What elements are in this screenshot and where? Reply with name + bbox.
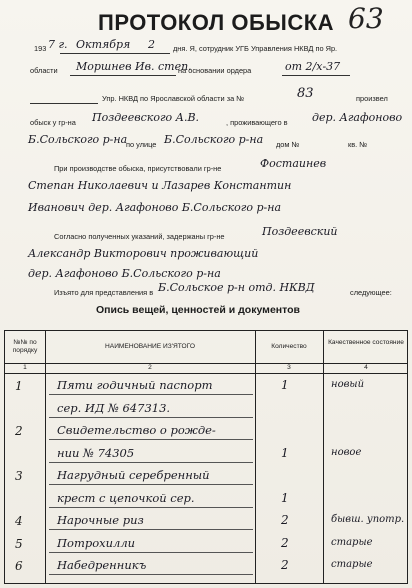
order-rule: [282, 75, 350, 76]
item-state: старые: [331, 559, 373, 570]
order-text: на основании ордера: [178, 66, 252, 75]
dept-rule: [30, 103, 98, 104]
witnesses-handwritten-line1: Степан Николаевич и Лазарев Константин: [28, 179, 292, 192]
item-quantity: 1: [281, 378, 289, 392]
col-number-3: 3: [287, 364, 291, 371]
item-underline: [49, 574, 253, 575]
residing-text: , проживающего в: [226, 118, 288, 127]
detained-handwritten-line1: Александр Викторович проживающий: [28, 247, 259, 260]
item-name: Свидетельство о рожде-: [57, 423, 216, 437]
following-text: следующее:: [350, 288, 392, 297]
item-name: сер. ИД № 647313.: [57, 400, 171, 415]
item-quantity: 2: [281, 558, 289, 572]
col-divider: [45, 331, 46, 583]
header-quantity: Количество: [271, 343, 307, 350]
header-state: Качественное состояние: [328, 339, 404, 346]
item-name: Набедренникъ: [57, 558, 147, 572]
col-number-4: 4: [364, 364, 368, 371]
item-name: нии № 74305: [57, 445, 135, 460]
order-number-handwritten: 83: [297, 86, 314, 101]
item-underline: [49, 507, 253, 508]
officer-rule: [70, 75, 176, 76]
item-name: крест с цепочкой сер.: [57, 490, 195, 505]
item-underline: [49, 417, 253, 418]
item-state: бывш. употр.: [331, 514, 405, 525]
item-state: старые: [331, 536, 373, 548]
row-number: 4: [15, 514, 23, 528]
item-quantity: 1: [281, 445, 289, 460]
subject-name-handwritten: Поздеевского А.В.: [92, 111, 200, 124]
column-number-divider: [5, 373, 407, 374]
street-handwritten: Б.Сольского р-на: [164, 133, 264, 146]
item-state: новый: [331, 379, 365, 390]
item-state: новое: [331, 446, 362, 458]
date-day-handwritten: 2: [148, 38, 155, 51]
witnesses-handwritten-line2: Иванович дер. Агафоново Б.Сольского р-на: [28, 201, 282, 214]
header-number: №№ по порядку: [12, 339, 38, 354]
col-number-2: 2: [148, 364, 152, 371]
row-number: 5: [15, 536, 23, 551]
item-underline: [49, 552, 253, 553]
street-text: по улице: [126, 140, 157, 149]
item-underline: [49, 484, 253, 485]
inventory-table: [4, 330, 408, 584]
region-prefix: области: [30, 66, 58, 75]
search-subject-prefix: обыск у гр-на: [30, 118, 76, 127]
item-underline: [49, 439, 253, 440]
district-handwritten: Б.Сольского р-на: [28, 133, 128, 146]
detained-text: Согласно полученных указаний, задержаны гр-не: [54, 232, 225, 241]
row-number: 2: [15, 424, 23, 438]
header-name: НАИМЕНОВАНИЕ ИЗ'ЯТОГО: [105, 343, 195, 350]
date-line-text: дня. Я, сотрудник УГБ Управления НКВД по Яр.: [173, 44, 338, 53]
page-title: ПРОТОКОЛ ОБЫСКА: [98, 10, 335, 35]
item-name: Нагрудный серебренный: [57, 468, 210, 482]
col-number-1: 1: [23, 364, 27, 371]
detained-handwritten-line2: дер. Агафоново Б.Сольского р-на: [28, 267, 221, 280]
detained-surname-handwritten: Поздеевский: [262, 225, 338, 238]
apartment-label: кв. №: [348, 140, 368, 149]
date-month-handwritten: Октября: [76, 38, 131, 51]
item-name: Нарочные риз: [57, 513, 144, 527]
produced-text: произвел: [356, 94, 388, 103]
officer-name-handwritten: Моршнев Ив. степ.: [76, 60, 192, 73]
row-number: 1: [15, 379, 23, 393]
row-number: 3: [15, 469, 23, 483]
row-number: 6: [15, 559, 23, 573]
item-name: Пяти годичный паспорт: [57, 378, 213, 392]
seized-for-handwritten: Б.Сольское р-н отд. НКВД: [158, 281, 315, 294]
inventory-title: Опись вещей, ценностей и документов: [96, 304, 300, 316]
witnesses-text: При производстве обыска, присутствовали гр-не: [54, 164, 222, 173]
date-rule: [60, 53, 170, 54]
col-divider: [255, 331, 256, 583]
house-number-label: дом №: [276, 140, 300, 149]
witness-surname-handwritten: Фостаинев: [260, 157, 327, 170]
item-underline: [49, 462, 253, 463]
date-year-handwritten: 7 г.: [48, 38, 68, 51]
item-quantity: 2: [281, 513, 289, 527]
item-quantity: 1: [281, 490, 289, 505]
item-underline: [49, 394, 253, 395]
residence-handwritten: дер. Агафоново: [312, 111, 403, 124]
department-text: Упр. НКВД по Ярославской области за №: [102, 94, 245, 103]
seized-for-text: Изъято для представления в: [54, 288, 154, 297]
item-underline: [49, 529, 253, 530]
item-quantity: 2: [281, 535, 289, 550]
date-year-prefix: 193: [34, 44, 47, 53]
col-divider: [323, 331, 324, 583]
order-date-handwritten: от 2/х-37: [285, 60, 341, 73]
item-name: Потрохилли: [57, 535, 136, 550]
page-number: 63: [348, 2, 384, 35]
